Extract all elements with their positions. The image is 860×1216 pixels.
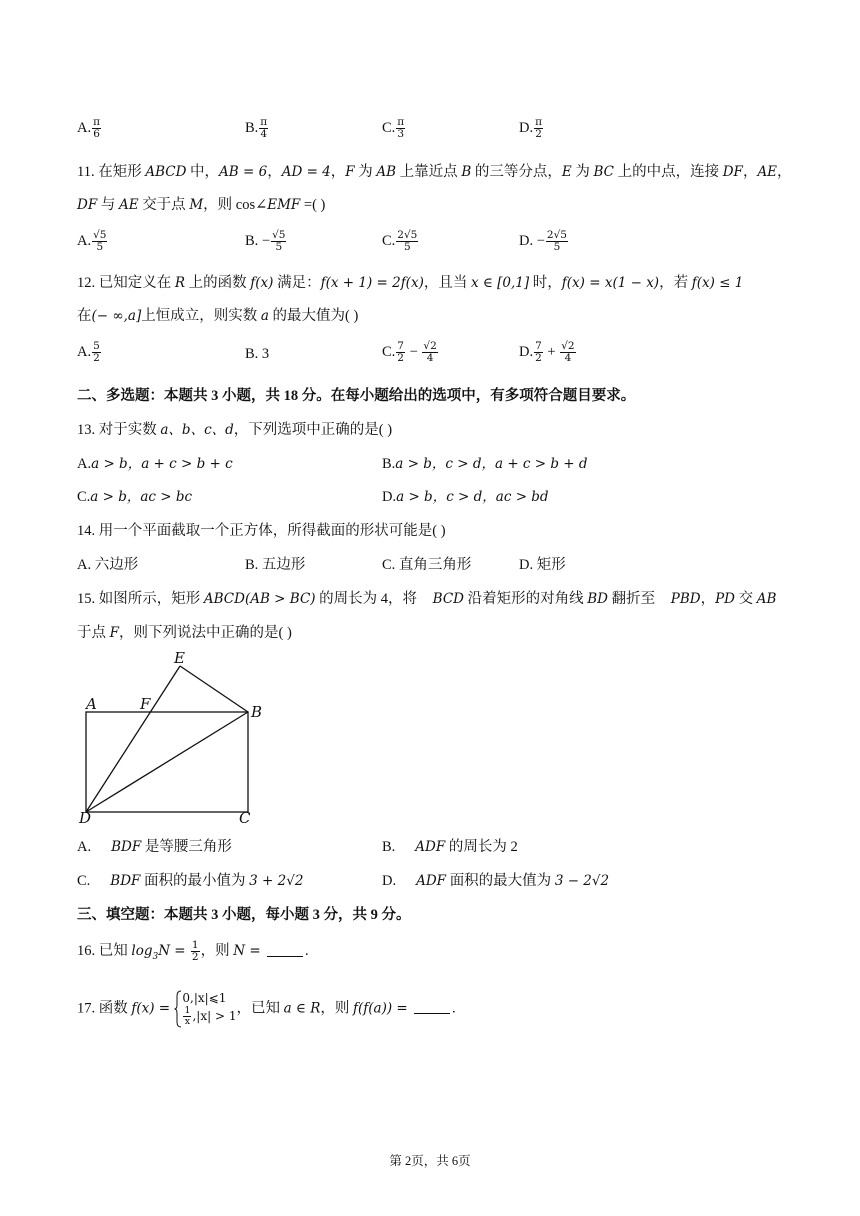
q14-option-b: B. 五边形 — [245, 557, 306, 573]
label-c: C — [239, 809, 251, 825]
q12-option-c: C. $\frac{7}{2}$ − $\frac{√2}{4}$ — [382, 340, 437, 365]
q13-option-b: B.a > b，c > d，a + c > b + d — [382, 456, 588, 472]
section-3-header: 三、填空题：本题共 3 小题，每小题 3 分，共 9 分。 — [77, 907, 411, 923]
section-2-header: 二、多选题：本题共 3 小题，共 18 分。在每小题给出的选项中，有多项符合题目要求。 — [77, 388, 636, 404]
q17: 17. 函数 f(x) = 0,|x|⩽1 $\frac{1}{x}$ ,|x| > 1 ，已知 a ∈ R，则 f(f(a)) = . — [77, 991, 456, 1027]
answer-blank[interactable] — [414, 1012, 450, 1014]
fraction: $\frac{√5}{5}$ — [272, 229, 286, 254]
q11-option-d: D. − $\frac{2√5}{5}$ — [519, 229, 567, 254]
q15-option-d: D. ADF 面积的最大值为 3 − 2√2 — [382, 873, 610, 889]
q12-stem-line2: 在(− ∞,a]上恒成立，则实数 a 的最大值为( ) — [77, 308, 359, 324]
q10-option-b: B. $\frac{\pi}{4}$ — [245, 116, 268, 141]
q12-stem-line1: 12. 已知定义在 R 上的函数 f(x) 满足：f(x + 1) = 2f(x)，且当 x ∈ [0,1] 时，f(x) = x(1 − x)，若 f(x) ≤ 1 — [77, 275, 744, 291]
q10-option-d: D. $\frac{\pi}{2}$ — [519, 116, 543, 141]
q15-stem-line1: 15. 如图所示，矩形 ABCD(AB > BC) 的周长为 4，将 BCD 沿着矩形的对角线 BD 翻折至 PBD，PD 交 AB — [77, 591, 777, 607]
q11-stem-line2: DF 与 AE 交于点 M，则 cos∠EMF =( ) — [77, 197, 326, 213]
segment-de — [86, 666, 180, 812]
q14-stem: 14. 用一个平面截取一个正方体，所得截面的形状可能是( ) — [77, 523, 446, 539]
q11-option-a: A. $\frac{√5}{5}$ — [77, 229, 107, 254]
q15-option-c: C. BDF 面积的最小值为 3 + 2√2 — [77, 873, 304, 889]
q15-stem-line2: 于点 F，则下列说法中正确的是( ) — [77, 625, 292, 641]
rectangle-fold-figure — [76, 645, 276, 825]
label-b: B — [251, 703, 263, 721]
label-e: E — [174, 649, 185, 667]
fraction: $\frac{√5}{5}$ — [93, 229, 107, 254]
piecewise-cases: 0,|x|⩽1 $\frac{1}{x}$ ,|x| > 1 — [182, 991, 237, 1027]
fraction: $\frac{\pi}{2}$ — [535, 116, 543, 141]
q11-option-b: B. − $\frac{√5}{5}$ — [245, 229, 286, 254]
answer-blank[interactable] — [267, 955, 303, 957]
fraction: $\frac{1}{2}$ — [191, 939, 199, 964]
fraction: $\frac{2√5}{5}$ — [546, 229, 567, 254]
page-footer: 第 2页，共 6页 — [389, 1154, 471, 1168]
q13-option-c: C.a > b，ac > bc — [77, 489, 193, 505]
fraction: $\frac{√2}{4}$ — [561, 340, 575, 365]
q16: 16. 已知 $\log_3N$ = $\frac{1}{2}$ ，则 N = . — [77, 939, 309, 964]
left-brace-icon — [174, 990, 182, 1028]
label-f: F — [140, 695, 151, 713]
fraction: $\frac{\pi}{4}$ — [260, 116, 268, 141]
q15-option-b: B. ADF 的周长为 2 — [382, 839, 518, 855]
q13-option-d: D.a > b，c > d，ac > bd — [382, 489, 549, 505]
diagonal-bd — [86, 712, 248, 812]
q13-stem: 13. 对于实数 a、b、c、d，下列选项中正确的是( ) — [77, 422, 393, 438]
segment-eb — [180, 666, 248, 712]
q12-option-a: A. $\frac{5}{2}$ — [77, 340, 100, 365]
q10-option-c: C. $\frac{\pi}{3}$ — [382, 116, 405, 141]
fraction: $\frac{\pi}{3}$ — [397, 116, 405, 141]
q14-option-d: D. 矩形 — [519, 557, 566, 573]
fraction: $\frac{2√5}{5}$ — [397, 229, 418, 254]
fraction: $\frac{1}{x}$ — [184, 1004, 191, 1027]
fraction: $\frac{√2}{4}$ — [423, 340, 437, 365]
fraction: $\frac{7}{2}$ — [535, 340, 542, 365]
q10-option-a: A. $\frac{\pi}{6}$ — [77, 116, 101, 141]
label-a: A — [86, 695, 97, 713]
q14-option-a: A. 六边形 — [77, 557, 139, 573]
q13-option-a: A.a > b，a + c > b + c — [77, 456, 233, 472]
fraction: $\frac{7}{2}$ — [397, 340, 404, 365]
q11-option-c: C. $\frac{2√5}{5}$ — [382, 229, 418, 254]
fraction: $\frac{5}{2}$ — [93, 340, 100, 365]
q14-option-c: C. 直角三角形 — [382, 557, 472, 573]
q11-stem-line1: 11. 在矩形 ABCD 中，AB = 6，AD = 4，F 为 AB 上靠近点 B 的三等分点，E 为 BC 上的中点，连接 DF，AE， — [77, 164, 792, 180]
q15-option-a: A. BDF 是等腰三角形 — [77, 839, 232, 855]
q12-option-d: D. $\frac{7}{2}$ + $\frac{√2}{4}$ — [519, 340, 575, 365]
q12-option-b: B. 3 — [245, 346, 270, 362]
label-d: D — [79, 809, 92, 825]
fraction: $\frac{\pi}{6}$ — [93, 116, 101, 141]
